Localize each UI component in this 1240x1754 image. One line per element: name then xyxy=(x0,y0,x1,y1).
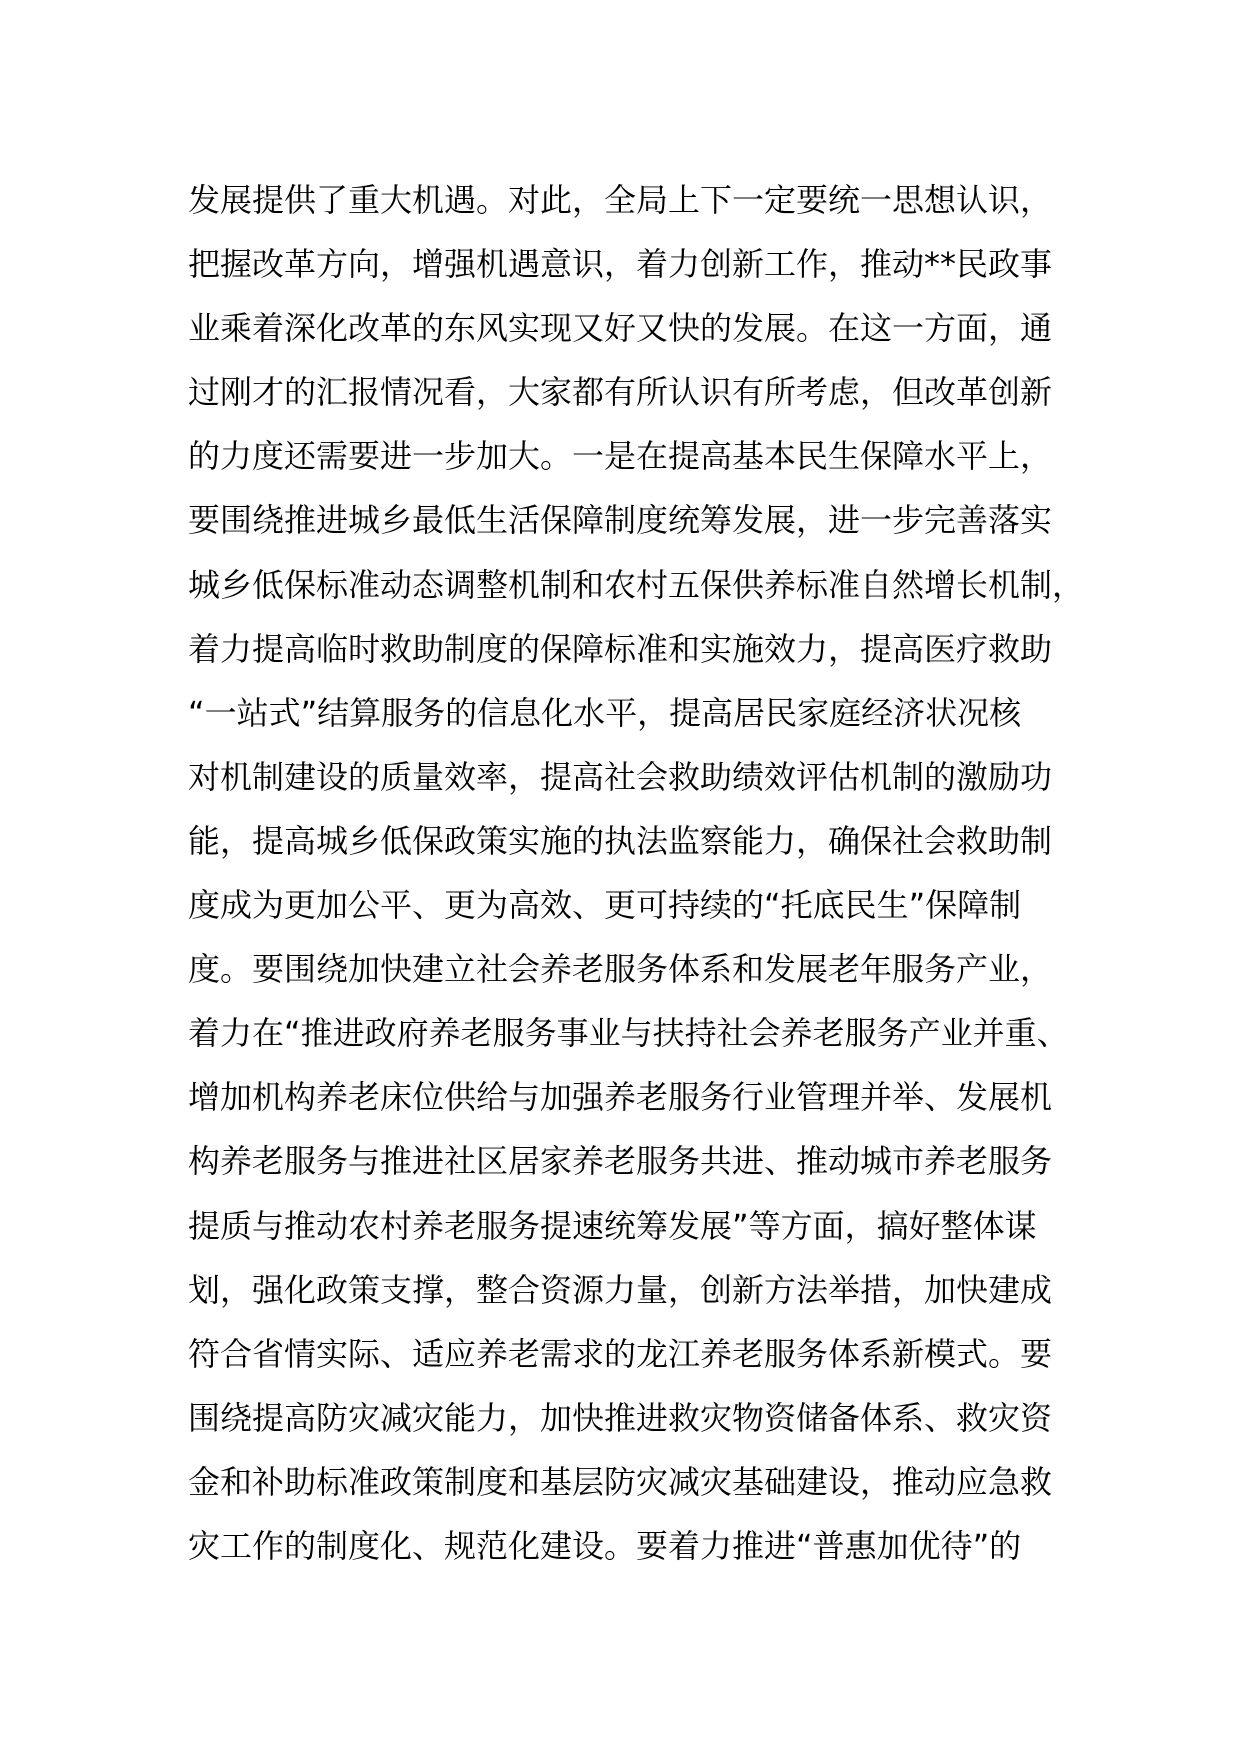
text-line: 着力在“推进政府养老服务事业与扶持社会养老服务产业并重、 xyxy=(188,1014,1069,1053)
text-line: 的力度还需要进一步加大。一是在提高基本民生保障水平上， xyxy=(188,437,1053,476)
text-line: 业乘着深化改革的东风实现又好又快的发展。在这一方面，通 xyxy=(188,309,1053,348)
text-line: 度成为更加公平、更为高效、更可持续的“托底民生”保障制 xyxy=(188,886,1022,925)
text-line: 发展提供了重大机遇。对此，全局上下一定要统一思想认识， xyxy=(188,181,1053,219)
text-line: 过刚才的汇报情况看，大家都有所认识有所考虑，但改革创新 xyxy=(188,373,1053,412)
text-line: 符合省情实际、适应养老需求的龙江养老服务体系新模式。要 xyxy=(188,1334,1053,1373)
text-line: 着力提高临时救助制度的保障标准和实施效力，提高医疗救助 xyxy=(188,629,1053,668)
text-line: 增加机构养老床位供给与加强养老服务行业管理并举、发展机 xyxy=(188,1078,1053,1117)
text-line: 要围绕推进城乡最低生活保障制度统筹发展，进一步完善落实 xyxy=(188,501,1053,540)
text-line: 把握改革方向，增强机遇意识，着力创新工作，推动**民政事 xyxy=(188,245,1053,284)
body-text xyxy=(188,168,1088,1578)
text-line: 度。要围绕加快建立社会养老服务体系和发展老年服务产业， xyxy=(188,950,1053,989)
text-line: 围绕提高防灾减灾能力，加快推进救灾物资储备体系、救灾资 xyxy=(188,1398,1053,1437)
text-line: 城乡低保标准动态调整机制和农村五保供养标准自然增长机制， xyxy=(188,565,1085,604)
text-line: 对机制建设的质量效率，提高社会救助绩效评估机制的激励功 xyxy=(188,757,1053,796)
text-line: 金和补助标准政策制度和基层防灾减灾基础建设，推动应急救 xyxy=(188,1462,1053,1501)
text-line: 提质与推动农村养老服务提速统筹发展”等方面，搞好整体谋 xyxy=(188,1206,1037,1245)
text-line: “一站式”结算服务的信息化水平，提高居民家庭经济状况核 xyxy=(188,693,1022,732)
text-line: 划，强化政策支撑，整合资源力量，创新方法举措，加快建成 xyxy=(188,1270,1053,1309)
text-line: 构养老服务与推进社区居家养老服务共进、推动城市养老服务 xyxy=(188,1142,1053,1181)
text-line: 灾工作的制度化、规范化建设。要着力推进“普惠加优待”的 xyxy=(188,1526,1022,1565)
text-line: 能，提高城乡低保政策实施的执法监察能力，确保社会救助制 xyxy=(188,821,1053,860)
